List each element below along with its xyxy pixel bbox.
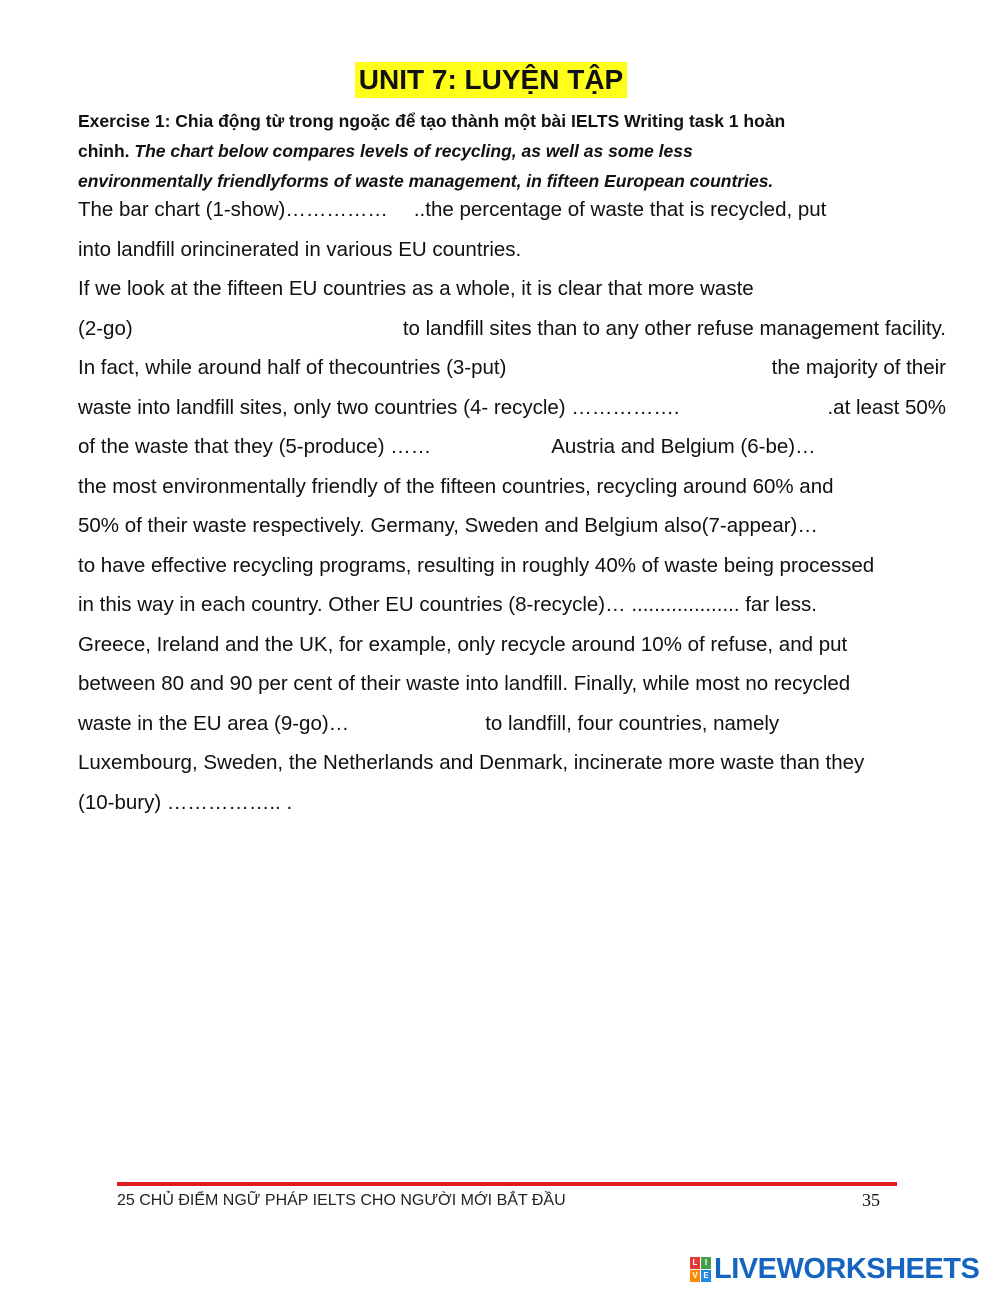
intro-line-2-start: chỉnh. — [78, 141, 130, 161]
logo-tile-v: V — [690, 1270, 700, 1282]
page-title: UNIT 7: LUYỆN TẬP — [355, 62, 627, 98]
body-line-12: Greece, Ireland and the UK, for example, only recycle around 10% of refuse, and put — [78, 632, 848, 656]
blank-1-prefix: The bar chart (1-show)…………… — [78, 198, 388, 221]
logo-tile-e: E — [701, 1270, 711, 1282]
intro-chart-description: The chart below compares levels of recycling, as well as some less — [134, 141, 693, 161]
liveworksheets-logo — [690, 1254, 990, 1284]
blank-9-suffix: to landfill, four countries, namely — [485, 711, 780, 735]
body-line-2: into landfill orincinerated in various EU countries. — [78, 237, 522, 261]
blank-3-prefix: In fact, while around half of thecountries (3-put) — [78, 356, 507, 379]
body-line-14 — [78, 704, 958, 744]
body-line-8: the most environmentally friendly of the fifteen countries, recycling around 60% and — [78, 474, 834, 498]
exercise-intro — [78, 106, 878, 196]
intro-line-1: Exercise 1: Chia động từ trong ngoặc để tạo thành một bài IELTS Writing task 1 hoàn — [78, 111, 786, 131]
page-number: 35 — [862, 1190, 880, 1210]
blank-3-suffix: the majority of their — [771, 356, 946, 379]
blank-4-prefix: waste into landfill sites, only two countries (4- recycle) ……………. — [78, 395, 680, 419]
blank-2-suffix: to landfill sites than to any other refuse management facility. — [402, 316, 946, 340]
blank-2-prefix: (2-go) — [78, 316, 133, 340]
body-line-4 — [78, 309, 946, 349]
body-line-16: (10-bury) …………….. . — [78, 790, 293, 814]
title-wrapper — [0, 62, 1000, 98]
body-line-13: between 80 and 90 per cent of their waste into landfill. Finally, while most no recycled — [78, 672, 851, 695]
blank-5-prefix: of the waste that they (5-produce) …… — [78, 435, 432, 458]
intro-line-2 — [78, 136, 878, 166]
blank-6-prefix: Austria and Belgium (6-be)… — [551, 435, 816, 458]
body-line-15: Luxembourg, Sweden, the Netherlands and Denmark, incinerate more waste than they — [78, 751, 865, 774]
body-line-5 — [78, 348, 946, 388]
body-line-11: in this way in each country. Other EU countries (8-recycle)… ................... far less. — [78, 593, 818, 616]
logo-tile-i: I — [701, 1257, 711, 1269]
footer-book-title: 25 CHỦ ĐIỂM NGỮ PHÁP IELTS CHO NGƯỜI MỚI BẮT ĐẦU — [117, 1192, 566, 1209]
blank-9-prefix: waste in the EU area (9-go)… — [78, 711, 350, 735]
liveworksheets-icon — [690, 1257, 711, 1282]
body-line-1 — [78, 190, 958, 230]
footer-divider — [117, 1182, 897, 1186]
blank-4-suffix: .at least 50% — [827, 395, 946, 419]
liveworksheets-wordmark: LIVEWORKSHEETS — [714, 1252, 980, 1285]
body-line-10: to have effective recycling programs, resulting in roughly 40% of waste being processed — [78, 553, 875, 577]
body-line-7 — [78, 427, 958, 467]
body-line-3: If we look at the fifteen EU countries as a whole, it is clear that more waste — [78, 277, 754, 300]
body-line-9: 50% of their waste respectively. Germany, Sweden and Belgium also(7-appear)… — [78, 514, 818, 537]
intro-chart-description-cont: environmentally friendlyforms of waste management, in fifteen European countries. — [78, 171, 774, 191]
body-line-6 — [78, 388, 946, 428]
blank-1-suffix: ..the percentage of waste that is recycled, put — [413, 198, 827, 221]
logo-tile-l: L — [690, 1257, 700, 1269]
exercise-body — [78, 190, 958, 822]
